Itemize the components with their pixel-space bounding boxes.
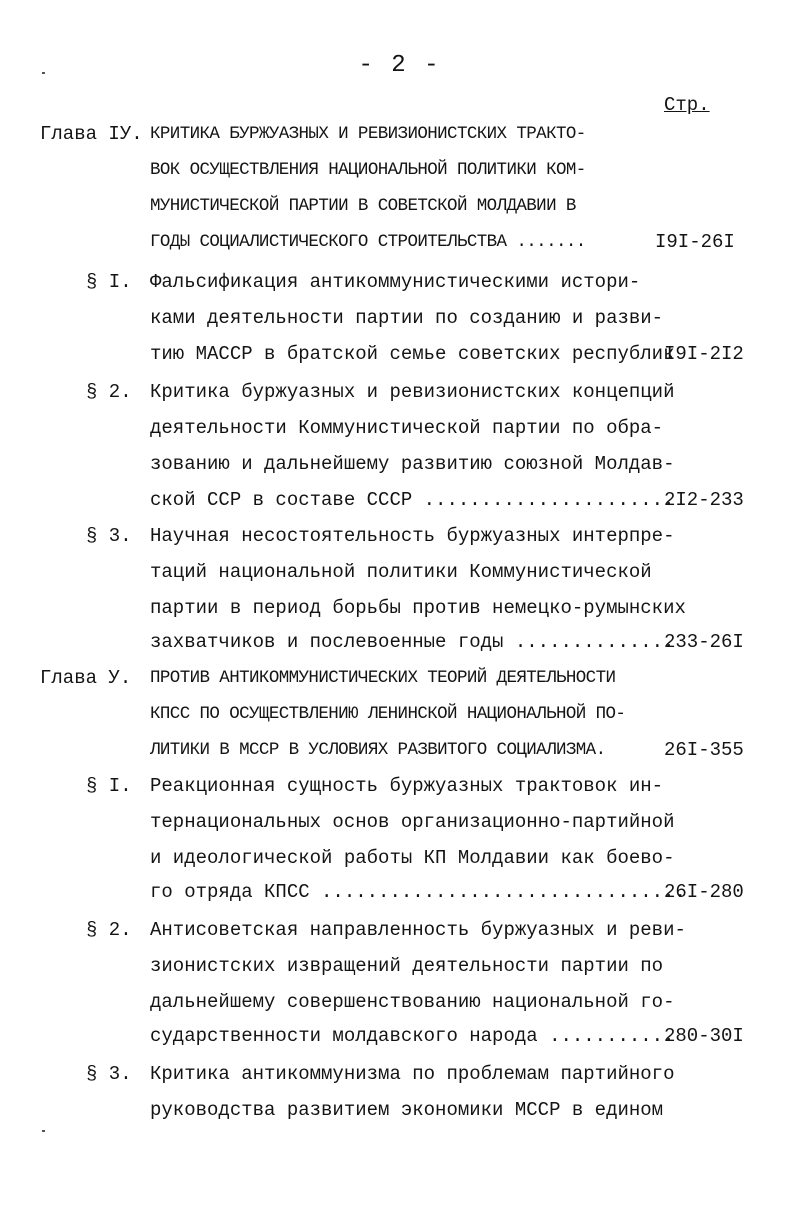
section-title-line: зованию и дальнейшему развитию союзной Молдав- [150, 453, 675, 475]
chapter-title-line: ЛИТИКИ В МССР В УСЛОВИЯХ РАЗВИТОГО СОЦИАЛИЗМА. [150, 740, 606, 760]
section-title-line: деятельности Коммунистической партии по обра- [150, 417, 664, 439]
section-label: § 3. [86, 1063, 132, 1085]
chapter-title-line: ВОК ОСУЩЕСТВЛЕНИЯ НАЦИОНАЛЬНОЙ ПОЛИТИКИ КОМ- [150, 160, 586, 180]
section-title-line: Фальсификация антикоммунистическими истори- [150, 271, 641, 293]
section-title-line: Научная несостоятельность буржуазных интерпре- [150, 525, 675, 547]
section-title-line: тернациональных основ организационно-партийной [150, 811, 675, 833]
section-page-range: I9I-2I2 [664, 343, 744, 365]
section-title-line: ской ССР в составе СССР ...................... [150, 489, 675, 511]
section-title-line: партии в период борьбы против немецко-румынских [150, 597, 686, 619]
chapter-page-range: I9I-26I [655, 231, 735, 253]
chapter-title-line: ГОДЫ СОЦИАЛИСТИЧЕСКОГО СТРОИТЕЛЬСТВА ....... [150, 232, 586, 252]
section-title-line: дальнейшему совершенствованию национальной го- [150, 991, 675, 1013]
section-title-line: захватчиков и послевоенные годы .............. [150, 631, 675, 653]
section-page-range: 280-30I [664, 1025, 744, 1047]
section-title-line: руководства развитием экономики МССР в едином [150, 1099, 664, 1121]
section-title-line: Антисоветская направленность буржуазных и реви- [150, 919, 686, 941]
section-label: § 3. [86, 525, 132, 547]
scan-speck [42, 1130, 45, 1132]
section-page-range: 26I-280 [664, 881, 744, 903]
section-title-line: Критика антикоммунизма по проблемам партийного [150, 1063, 675, 1085]
page-number: - 2 - [358, 52, 441, 79]
section-title-line: ками деятельности партии по созданию и разви- [150, 307, 664, 329]
section-title-line: го отряда КПСС ................................ [150, 881, 686, 903]
page-column-header: Стр. [664, 94, 710, 116]
section-title-line: зионистских извращений деятельности партии по [150, 955, 664, 977]
section-label: § 2. [86, 919, 132, 941]
chapter-title-line: МУНИСТИЧЕСКОЙ ПАРТИИ В СОВЕТСКОЙ МОЛДАВИИ В [150, 196, 576, 216]
section-label: § I. [86, 775, 132, 797]
section-title-line: и идеологической работы КП Молдавии как боево- [150, 847, 675, 869]
section-title-line: Критика буржуазных и ревизионистских концепций [150, 381, 675, 403]
section-label: § I. [86, 271, 132, 293]
section-title-line: тию МАССР в братской семье советских республик [150, 343, 675, 365]
chapter-title-line: КРИТИКА БУРЖУАЗНЫХ И РЕВИЗИОНИСТСКИХ ТРАКТО- [150, 124, 586, 144]
section-title-line: сударственности молдавского народа ........... [150, 1025, 675, 1047]
chapter-label: Глава IУ. [40, 123, 143, 145]
chapter-label: Глава У. [40, 667, 132, 689]
section-title-line: таций национальной политики Коммунистической [150, 561, 652, 583]
section-page-range: 2I2-233 [664, 489, 744, 511]
section-label: § 2. [86, 381, 132, 403]
section-title-line: Реакционная сущность буржуазных трактовок ин- [150, 775, 664, 797]
chapter-page-range: 26I-355 [664, 739, 744, 761]
chapter-title-line: КПСС ПО ОСУЩЕСТВЛЕНИЮ ЛЕНИНСКОЙ НАЦИОНАЛЬНОЙ ПО- [150, 704, 626, 724]
chapter-title-line: ПРОТИВ АНТИКОММУНИСТИЧЕСКИХ ТЕОРИЙ ДЕЯТЕЛЬНОСТИ [150, 668, 616, 688]
section-page-range: 233-26I [664, 631, 744, 653]
